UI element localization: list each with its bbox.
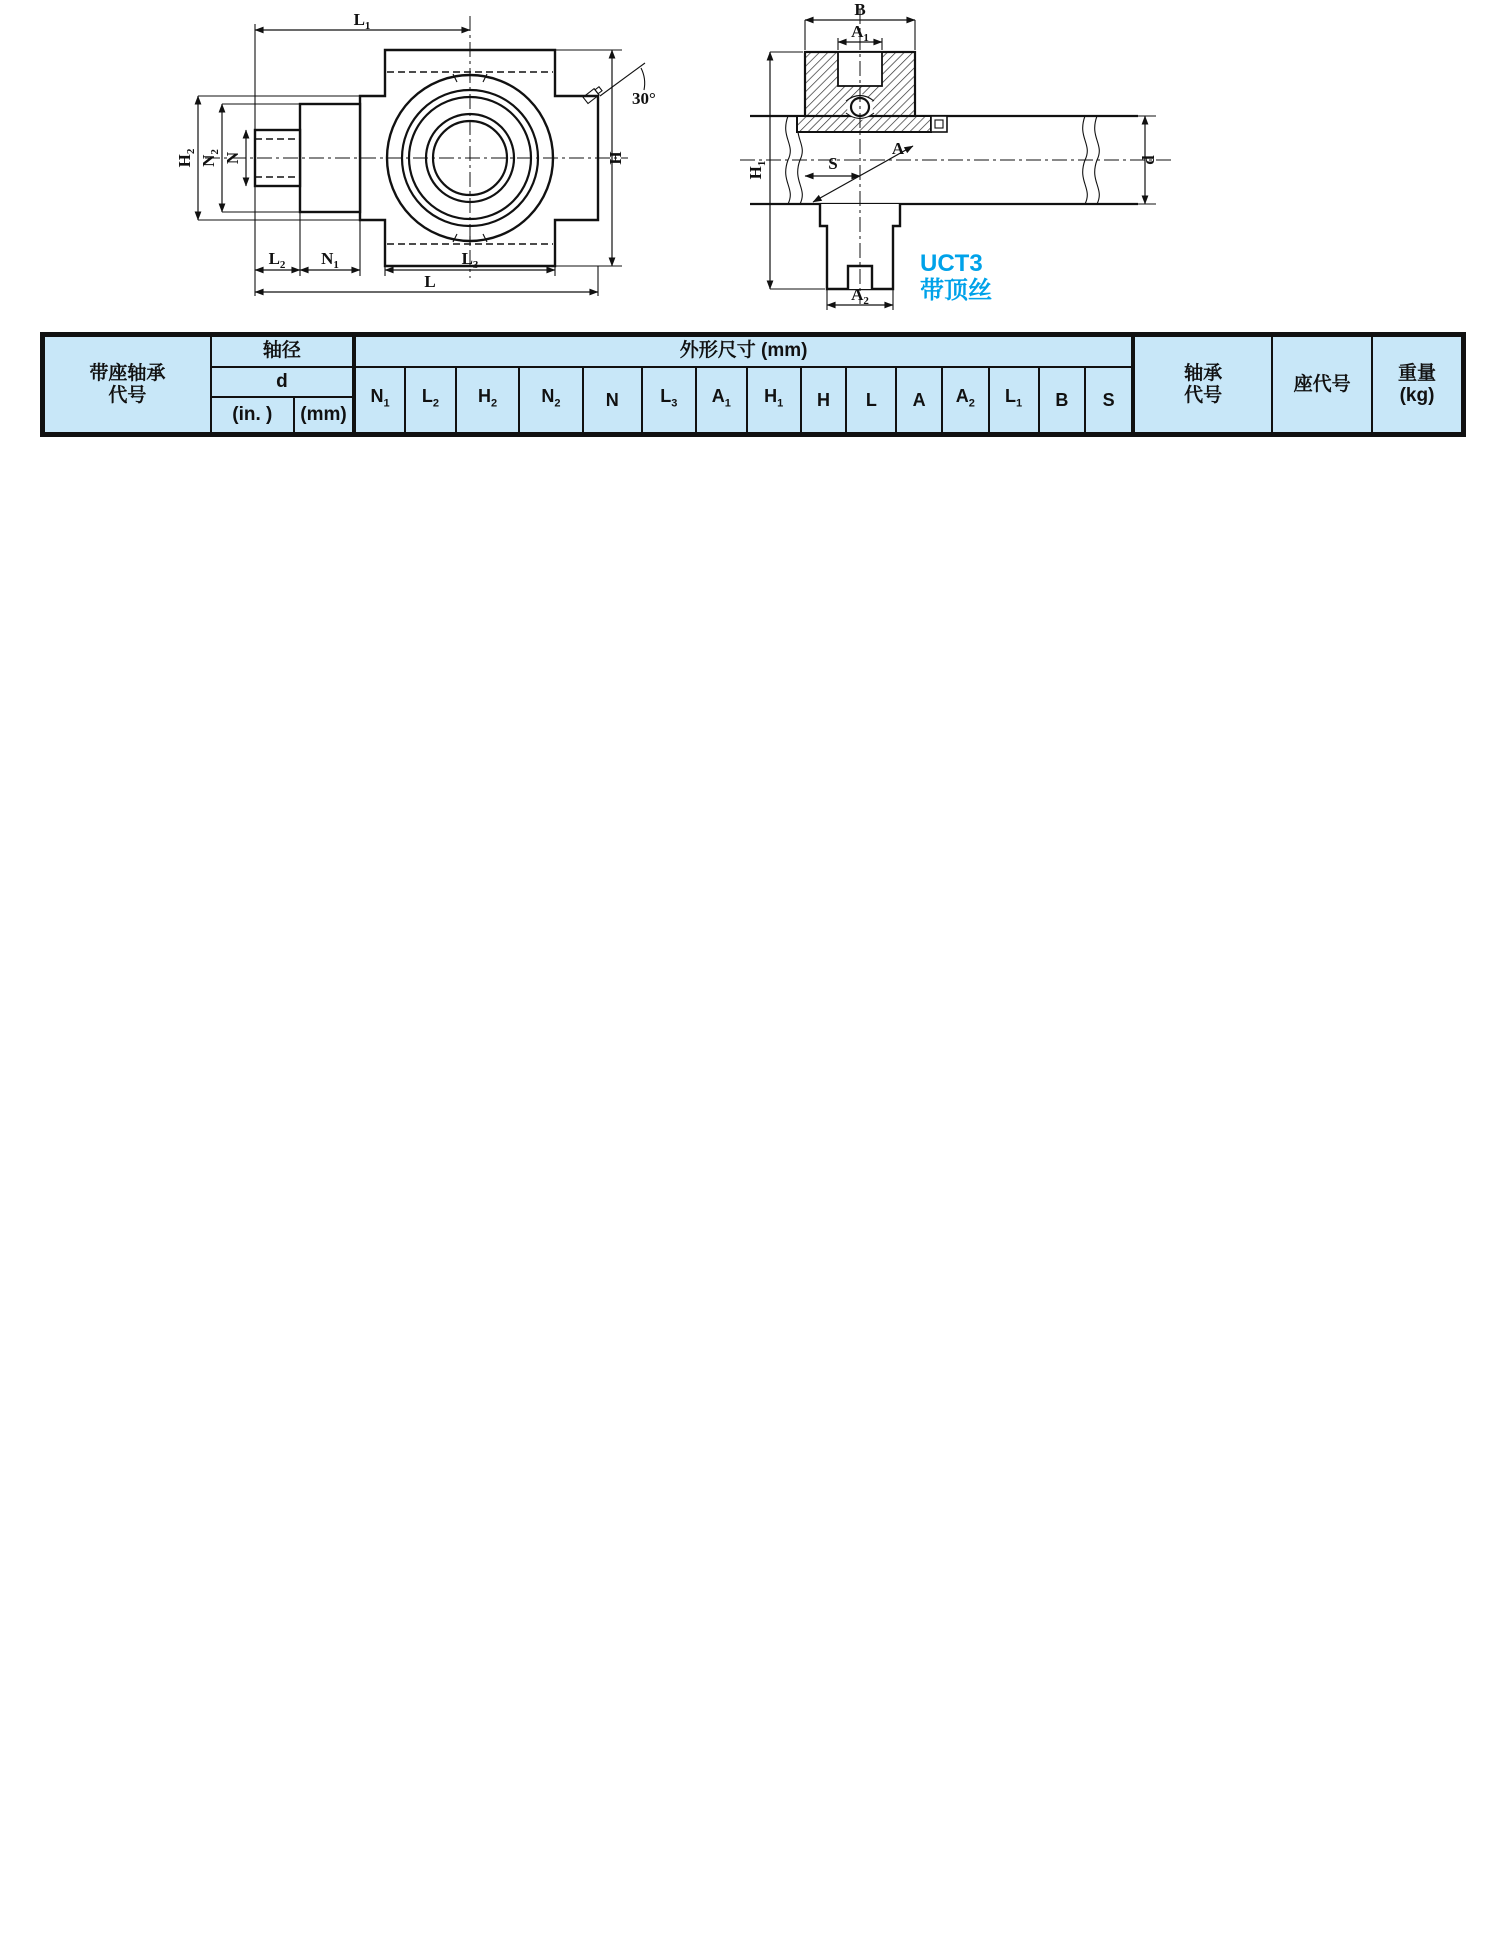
header-dim-N: N [583,367,642,435]
header-unit-code-line2: 代号 [108,384,147,406]
header-weight-line2: (kg) [1399,384,1435,406]
header-d: d [211,367,354,397]
dim-A2-label: $A_2$ [851,285,869,307]
header-dim-H2: $H_2$ [456,367,519,435]
dim-S-label: S [828,154,838,173]
header-dim-L2: $L_2$ [405,367,456,435]
header-bearing-line2: 代号 [1184,384,1223,406]
series-caption [920,250,992,304]
dim-A-label: A [891,139,905,158]
angle-label: 30° [632,89,656,108]
dim-L-label: L [424,272,436,291]
dim-L3-label: $L_3$ [461,249,479,271]
header-dim-A: A [896,367,942,435]
dim-N-label: N [223,151,242,165]
dim-B-label: B [854,0,866,19]
header-weight [1372,335,1464,435]
dim-L2-label: $L_2$ [268,249,286,271]
dim-A1-label: $A_1$ [851,22,869,44]
header-bearing-code [1133,335,1272,435]
header-dim-B: B [1039,367,1086,435]
header-d-mm: (mm) [294,397,354,435]
header-unit-code [43,335,211,435]
header-dim-L: L [846,367,896,435]
dim-L1-label: $L_1$ [353,10,371,32]
header-unit-code-line1: 带座轴承 [89,362,166,384]
dim-N1-label: $N_1$ [321,249,339,271]
header-dim-L1: $L_1$ [989,367,1039,435]
header-d-in: (in. ) [211,397,294,435]
header-dim-N1: $N_1$ [354,367,405,435]
header-dim-A1: $A_1$ [696,367,747,435]
series-type: 带顶丝 [920,277,992,304]
header-dim-H1: $H_1$ [747,367,801,435]
header-housing-code: 座代号 [1272,335,1372,435]
header-dim-L3: $L_3$ [642,367,696,435]
dim-H1-label: $H_1$ [746,160,768,180]
header-bearing-line1: 轴承 [1184,362,1223,384]
dim-H2-label: $H_2$ [175,148,197,168]
series-code: UCT3 [920,250,983,277]
dim-d-label: d [1139,155,1158,165]
header-dim-A2: $A_2$ [942,367,989,435]
dimension-table [40,332,1466,437]
dim-N2-label: $N_2$ [199,149,221,167]
header-dims-title: 外形尺寸 (mm) [354,335,1133,367]
front-view-drawing [150,8,656,308]
header-weight-line1: 重量 [1397,362,1436,384]
header-shaft-dia: 轴径 [211,335,354,367]
header-dim-S: S [1085,367,1133,435]
header-dim-N2: $N_2$ [519,367,582,435]
header-dim-H: H [801,367,847,435]
dim-H-label: H [606,151,625,165]
